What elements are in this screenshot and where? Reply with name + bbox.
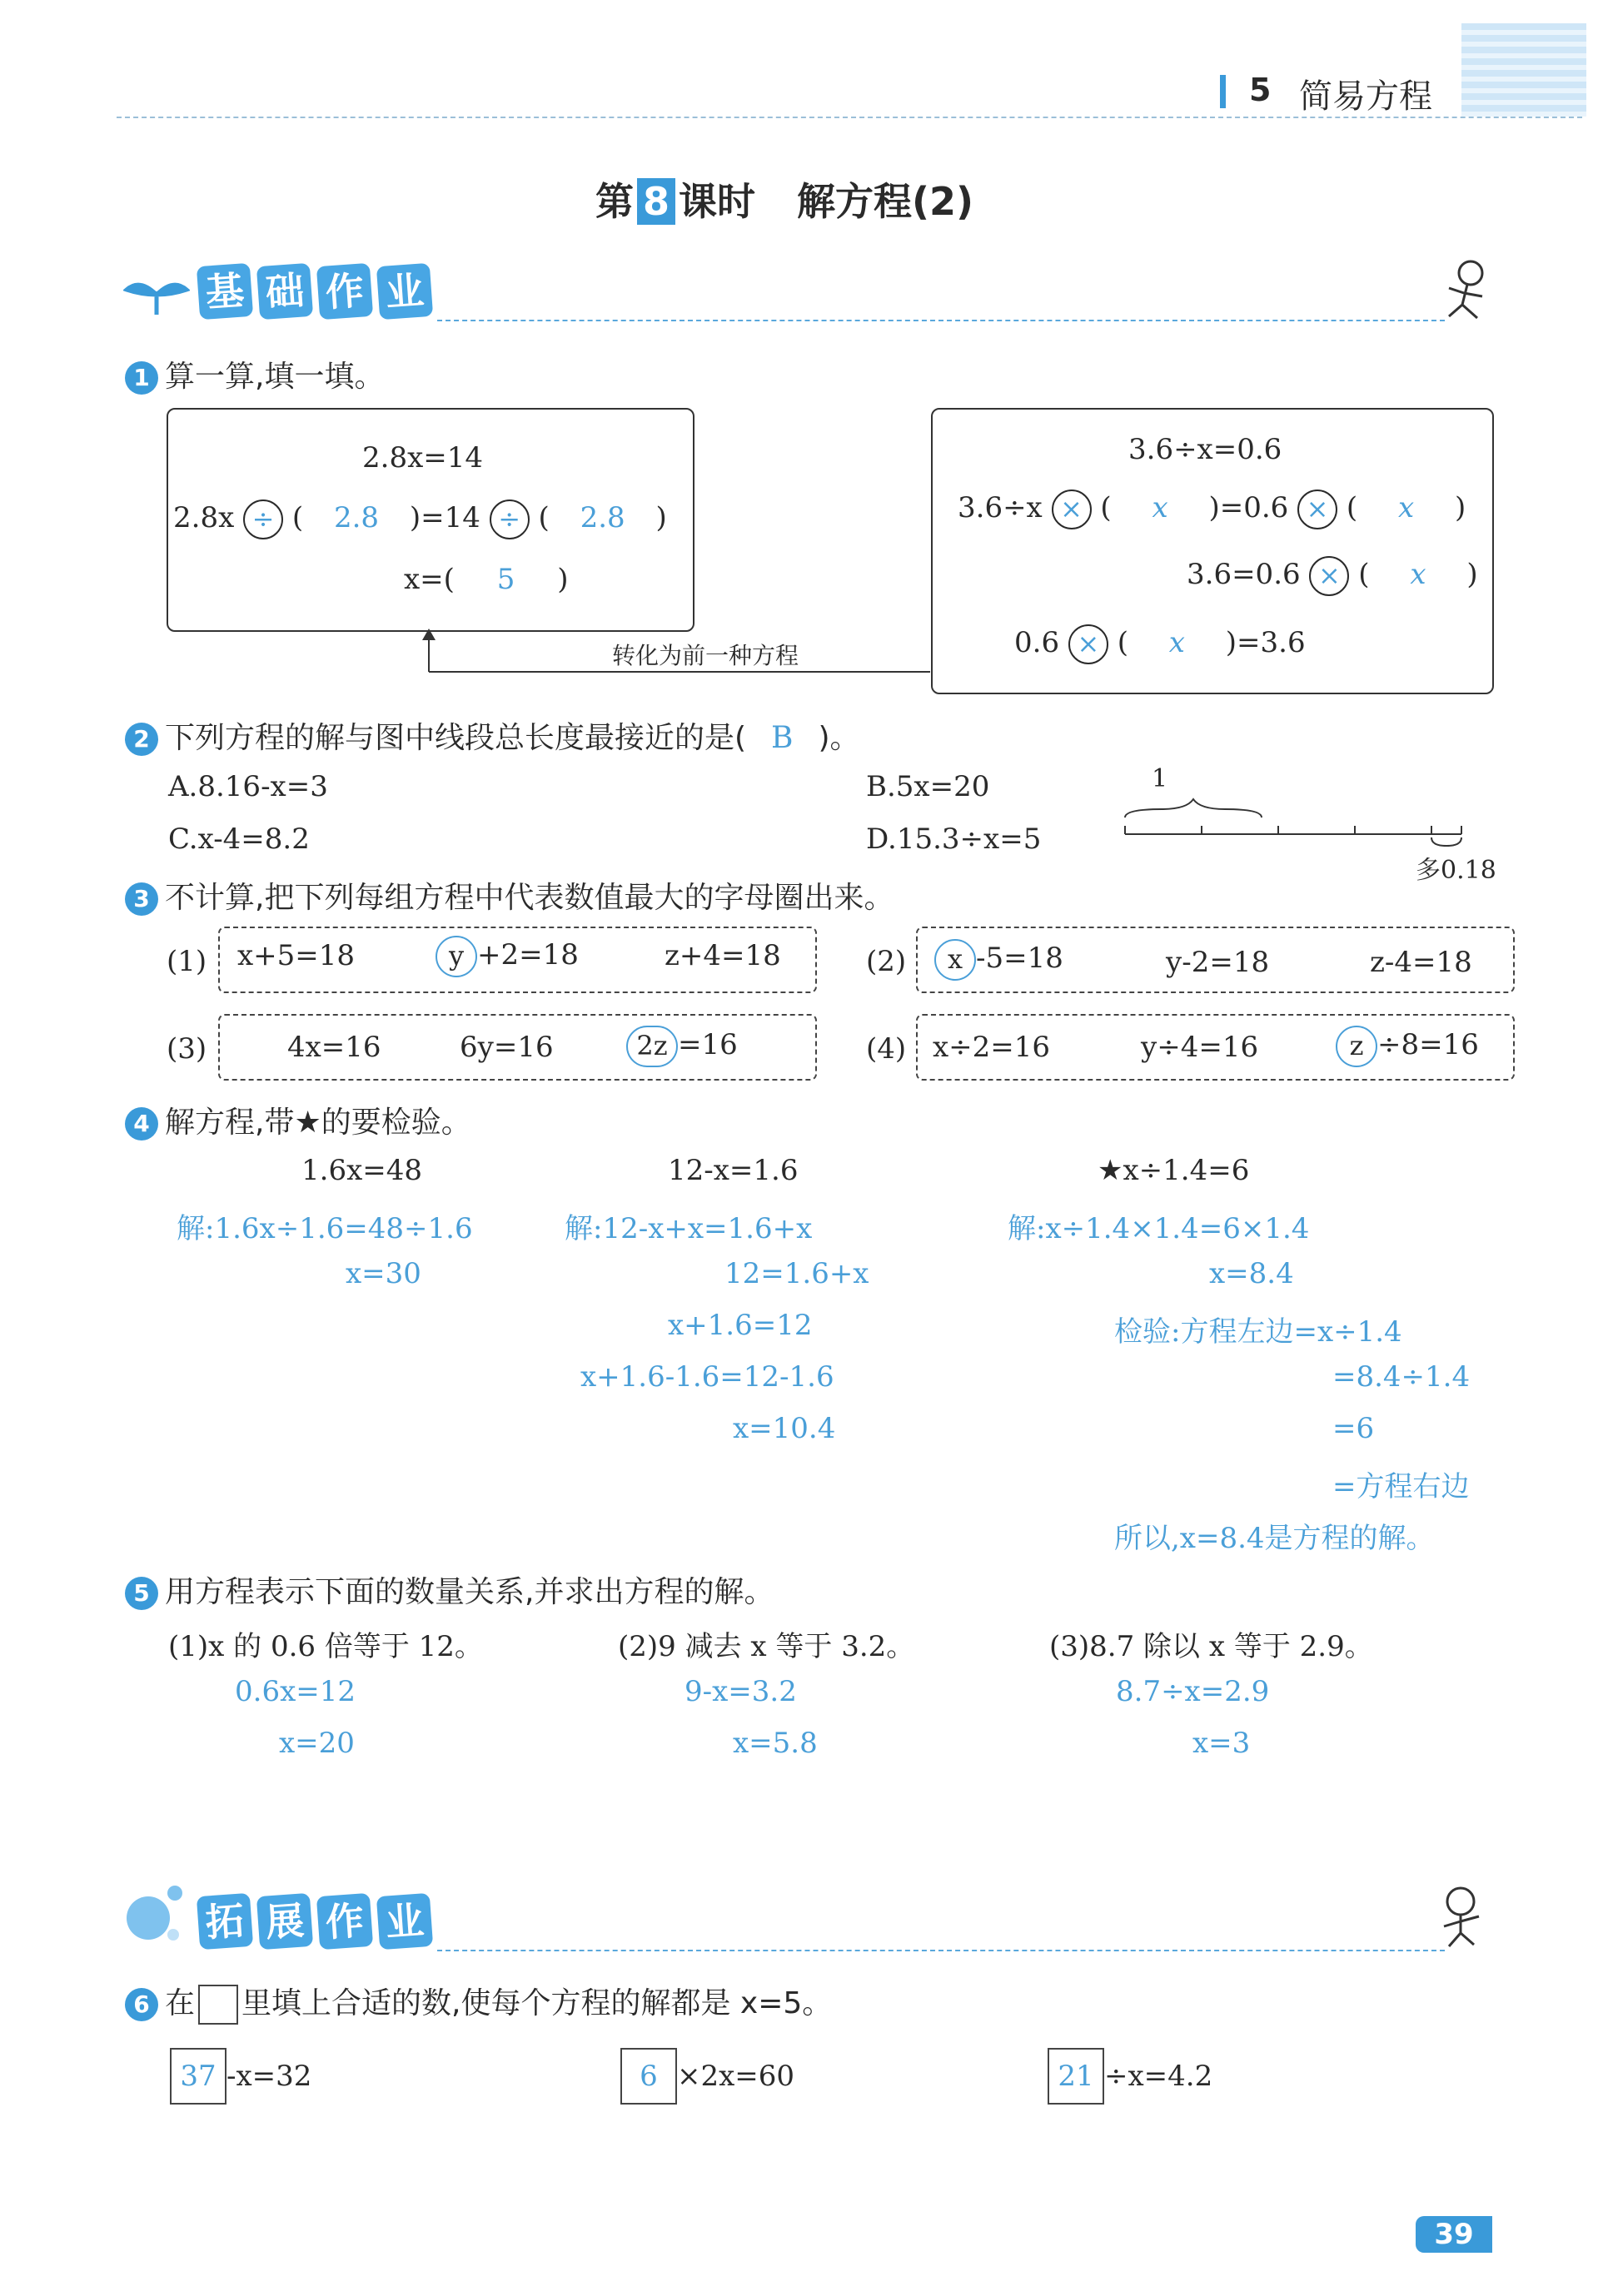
q4-number: 4 [125,1107,158,1141]
q1-l2-a: 2.8x [173,501,235,534]
q4-p1-s2[interactable]: x=30 [346,1257,421,1290]
q1-l2-op2[interactable]: ÷ [490,499,530,539]
q1-right-line4 [1014,624,1306,664]
q4-p3-s4[interactable]: =8.4÷1.4 [1332,1360,1471,1394]
q4-p2-s4[interactable]: x+1.6-1.6=12-1.6 [580,1360,834,1394]
q2-extra-label: 多0.18 [1416,856,1496,885]
q1-r3-ans[interactable]: x [1410,558,1426,591]
q1-r4-a: 0.6 [1014,626,1060,659]
q5-p1-q: (1)x 的 0.6 倍等于 12。 [168,1630,483,1663]
q5-p3-q: (3)8.7 除以 x 等于 2.9。 [1049,1630,1373,1663]
lesson-title [595,171,973,226]
q1-r2-b: )=0.6 [1208,491,1289,524]
q2-answer[interactable]: B [771,721,794,755]
q3-number: 3 [125,882,158,916]
q6-e2 [620,2048,794,2105]
q3-g3-e2: 6y=16 [460,1031,554,1064]
q3-g1-label: (1) [167,945,207,978]
q1-left-line1: 2.8x=14 [362,441,483,475]
q1-r2-a: 3.6÷x [958,491,1043,524]
q1-prompt [125,353,384,395]
q3-g4-e1: x÷2=16 [933,1031,1051,1064]
q1-arrow-label: 转化为前一种方程 [612,642,799,669]
q1-text: 算一算,填一填。 [165,360,385,394]
q3-g2-e3: z-4=18 [1370,946,1472,979]
q4-p2-s1[interactable]: 解:12-x+x=1.6+x [565,1212,813,1245]
q6-e3-box[interactable]: 21 [1048,2048,1104,2105]
running-kid-icon [1432,258,1499,328]
q3-g1-e3: z+4=18 [665,939,781,972]
q3-g2-e1 [934,939,1063,981]
q1-r4-op[interactable]: × [1068,624,1108,664]
q3-g3-circled[interactable]: 2z [626,1026,678,1067]
q1-l2-e: ) [655,501,667,534]
thinking-kid-icon [1432,1883,1499,1953]
banner-tile: 拓 [197,1893,253,1950]
q6-e1-rest: -x=32 [227,2060,312,2093]
q4-p3-s6[interactable]: =方程右边 [1332,1470,1470,1503]
section-basic-divider [437,320,1445,321]
q4-p3-s3[interactable]: 检验:方程左边=x÷1.4 [1114,1315,1402,1349]
q1-r4-open: ( [1117,626,1128,659]
q6-e1-box[interactable]: 37 [170,2048,227,2105]
q3-g2-e2: y-2=18 [1166,946,1270,979]
q3-g1-circled[interactable]: y [436,936,477,977]
q1-r2-ans1[interactable]: x [1152,491,1168,524]
q1-number: 1 [125,361,158,395]
lesson-prefix: 第 [595,179,634,224]
q6-blank-box [198,1985,238,2025]
q3-g3-e3 [626,1026,738,1067]
q2-option-a[interactable]: A.8.16-x=3 [168,770,328,803]
q3-g1-e2 [436,936,579,977]
q1-l2-d: ( [538,501,550,534]
chapter-number: 5 [1249,72,1272,108]
q6-text-a: 在 [165,1986,196,2020]
q3-g1-e1: x+5=18 [237,939,356,972]
banner-tile: 展 [256,1893,313,1950]
section-ext-banner [198,1895,438,1948]
q4-p3-s1[interactable]: 解:x÷1.4×1.4=6×1.4 [1008,1212,1310,1245]
q1-left-line3 [404,563,568,596]
q6-e1 [170,2048,311,2105]
q2-segment-label: 1 [1152,764,1168,793]
q4-p1-eq: 1.6x=48 [301,1154,422,1187]
q1-r4-b: )=3.6 [1225,626,1306,659]
q1-r2-ans2[interactable]: x [1397,491,1415,524]
q1-l3-a: x=( [404,563,455,596]
q5-p2-q: (2)9 减去 x 等于 3.2。 [618,1630,915,1663]
q1-l2-ans2[interactable]: 2.8 [580,501,625,534]
q1-right-line2 [958,490,1466,529]
q6-e2-rest: ×2x=60 [677,2060,795,2093]
q4-p3-eq: ★x÷1.4=6 [1098,1154,1250,1187]
q5-p3-a2[interactable]: x=3 [1192,1727,1251,1760]
q1-r4-ans[interactable]: x [1168,626,1185,659]
q3-g2-circled[interactable]: x [934,939,976,981]
banner-tile: 业 [376,263,433,320]
q1-r3-a: 3.6=0.6 [1187,558,1301,591]
banner-tile: 作 [316,263,373,320]
q6-number: 6 [125,1988,158,2021]
q3-g4-label: (4) [866,1032,907,1066]
q5-text: 用方程表示下面的数量关系,并求出方程的解。 [165,1575,774,1609]
q4-p2-s3[interactable]: x+1.6=12 [668,1309,813,1342]
chapter-title: 简易方程 [1299,77,1432,116]
header-stripes [1461,23,1586,117]
q6-e2-box[interactable]: 6 [620,2048,677,2105]
q6-text-b: 里填上合适的数,使每个方程的解都是 x=5。 [241,1986,833,2020]
lesson-suffix: 课时 [679,179,755,224]
bubbles-icon [123,1881,190,1951]
q2-option-c[interactable]: C.x-4=8.2 [168,822,310,856]
q1-left-line2 [173,499,667,539]
sprout-icon [123,275,190,316]
q4-text: 解方程,带★的要检验。 [165,1106,471,1140]
lesson-num-badge: 8 [637,178,675,225]
q3-g1-e2-rest: +2=18 [477,938,579,972]
q5-number: 5 [125,1577,158,1610]
q1-right-line1: 3.6÷x=0.6 [1128,433,1282,466]
q4-p3-s5[interactable]: =6 [1332,1412,1375,1445]
q3-g4-circled[interactable]: z [1336,1026,1377,1067]
q2-number: 2 [125,723,158,756]
q1-l2-ans1[interactable]: 2.8 [333,501,380,534]
q2-text-end: )。 [818,721,860,755]
q3-prompt [125,874,894,917]
q1-l3-b: ) [557,563,569,596]
banner-tile: 础 [256,263,313,320]
page-number-badge: 39 [1416,2216,1492,2253]
banner-tile: 基 [197,263,253,320]
lesson-name: 解方程(2) [797,179,974,224]
q4-p2-s5[interactable]: x=10.4 [733,1412,836,1445]
q1-r2-op2[interactable]: × [1297,490,1337,529]
q5-p3-a1[interactable]: 8.7÷x=2.9 [1116,1675,1270,1708]
q3-g2-label: (2) [866,945,907,978]
q3-g3-e1: 4x=16 [287,1031,381,1064]
q1-r2-open2: ( [1346,491,1358,524]
q1-l3-ans[interactable]: 5 [496,563,515,596]
q2-text: 下列方程的解与图中线段总长度最接近的是( [165,721,747,755]
q1-right-line3 [1187,556,1478,596]
q4-p1-s1[interactable]: 解:1.6x÷1.6=48÷1.6 [177,1212,473,1245]
q2-option-b[interactable]: B.5x=20 [866,770,990,803]
q3-g4-e3-rest: ÷8=16 [1377,1028,1479,1061]
banner-tile: 业 [376,1893,433,1950]
q1-r2-close: ) [1454,491,1466,524]
banner-tile: 作 [316,1893,373,1950]
header-bar-icon [1220,75,1226,108]
q5-p1-a1[interactable]: 0.6x=12 [235,1675,356,1708]
section-ext-divider [437,1950,1445,1951]
section-basic-banner [198,265,438,318]
q4-p3-s7[interactable]: 所以,x=8.4是方程的解。 [1114,1522,1435,1555]
q3-g4-e2: y÷4=16 [1141,1031,1259,1064]
q1-l2-op1[interactable]: ÷ [243,499,283,539]
q4-p2-eq: 12-x=1.6 [668,1154,799,1187]
q2-prompt [125,714,860,757]
q6-e3-rest: ÷x=4.2 [1104,2060,1213,2093]
q4-p3-s2[interactable]: x=8.4 [1209,1257,1294,1290]
q4-prompt [125,1099,471,1141]
q6-e3 [1048,2048,1212,2105]
q3-text: 不计算,把下列每组方程中代表数值最大的字母圈出来。 [165,881,894,915]
q1-r3-open: ( [1358,558,1370,591]
q3-g4-e3 [1336,1026,1479,1067]
q1-r2-open: ( [1100,491,1112,524]
q6-prompt [125,1980,832,2025]
q2-segment-diagram [1120,766,1470,861]
q3-g3-e3-rest: =16 [678,1028,738,1061]
q5-p2-a2[interactable]: x=5.8 [733,1727,818,1760]
q3-g3-label: (3) [167,1032,207,1066]
q3-g2-e1-rest: -5=18 [976,942,1063,975]
q5-prompt [125,1568,774,1611]
q1-r2-op[interactable]: × [1052,490,1092,529]
q2-option-d[interactable]: D.15.3÷x=5 [866,822,1042,856]
q5-p1-a2[interactable]: x=20 [279,1727,355,1760]
q1-r3-close: ) [1466,558,1478,591]
q4-p2-s2[interactable]: 12=1.6+x [724,1257,869,1290]
q1-l2-b: ( [291,501,304,534]
q1-r3-op[interactable]: × [1309,556,1349,596]
q5-p2-a1[interactable]: 9-x=3.2 [685,1675,797,1708]
q1-l2-c: )=14 [409,501,480,534]
